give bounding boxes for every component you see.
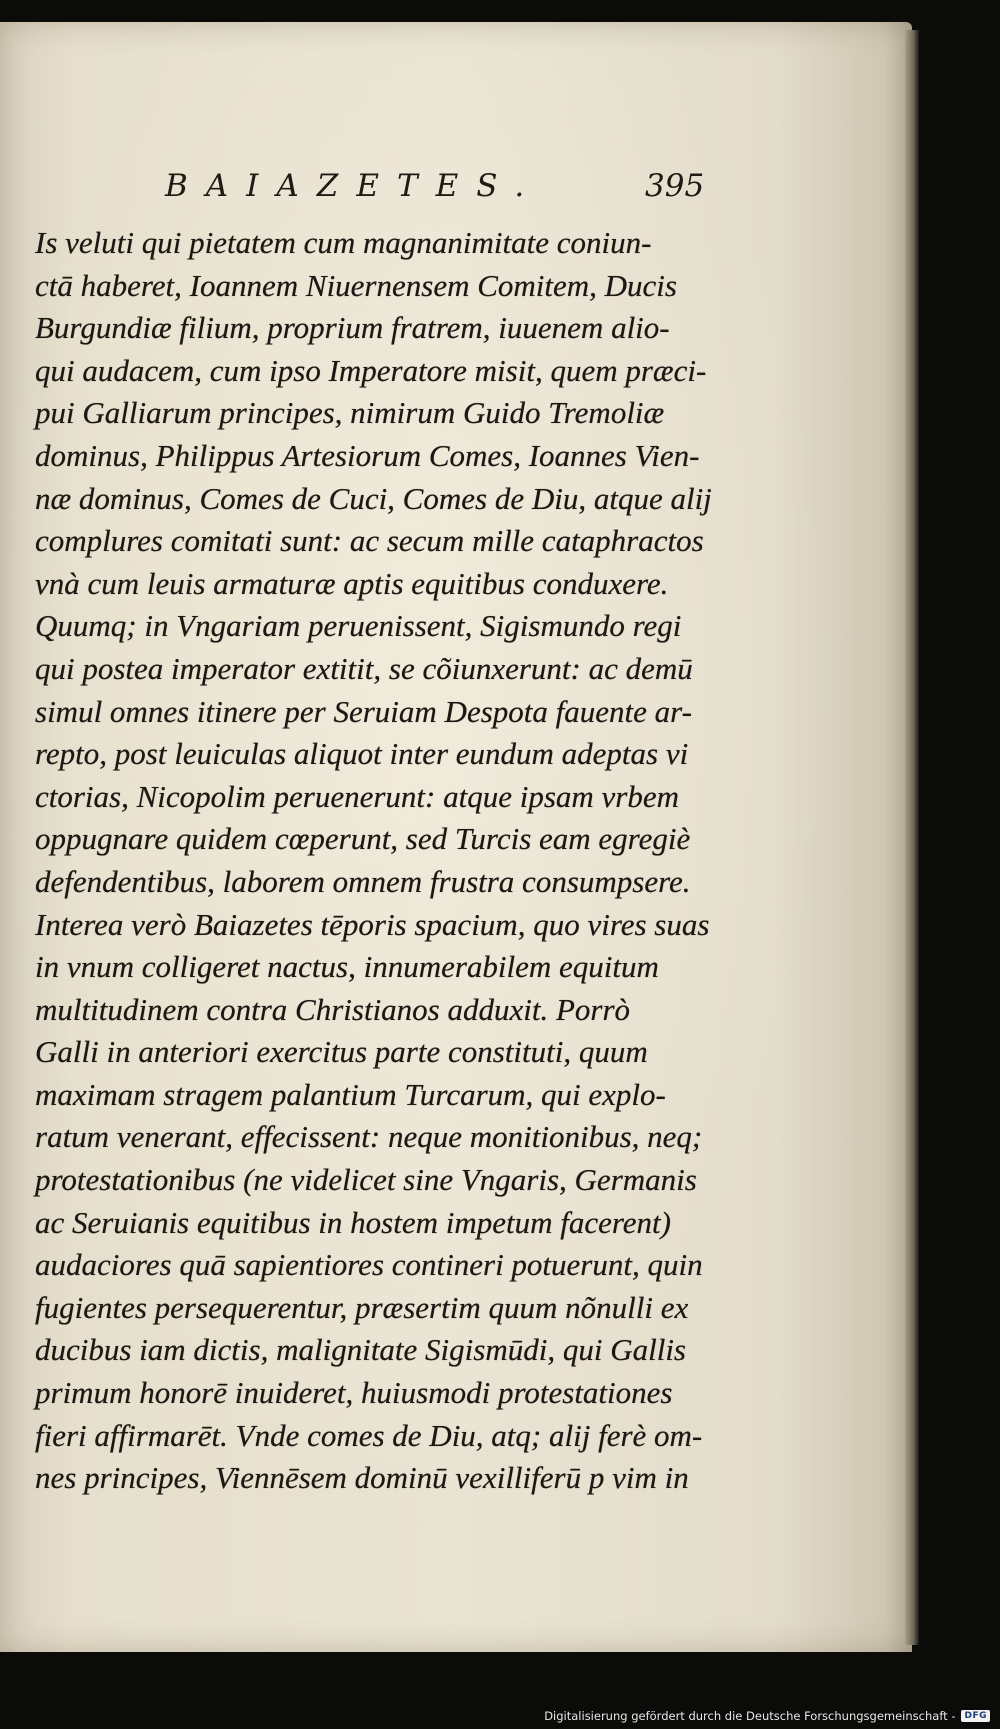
text-line: nes principes, Viennēsem dominū vexilliferū p vim in <box>35 1460 689 1496</box>
text-line: Quumq; in Vngariam peruenissent, Sigismundo regi <box>35 608 682 644</box>
text-line: qui postea imperator extitit, se cõiunxerunt: ac demū <box>35 650 693 686</box>
body-text <box>0 222 720 1500</box>
text-line: Burgundiæ filium, proprium fratrem, iuuenem alio- <box>35 310 670 346</box>
text-line: complures comitati sunt: ac secum mille cataphractos <box>35 523 704 559</box>
text-line: in vnum colligeret nactus, innumerabilem equitum <box>35 949 659 985</box>
running-head: BAIAZETES. <box>165 168 543 204</box>
text-line: ratum venerant, effecissent: neque monitionibus, neq; <box>35 1119 703 1155</box>
text-line: audaciores quā sapientiores contineri potuerunt, quin <box>35 1247 703 1283</box>
text-line: dominus, Philippus Artesiorum Comes, Ioannes Vien- <box>35 437 700 473</box>
digitization-footer <box>544 1709 990 1723</box>
dfg-logo-icon: DFG <box>961 1710 990 1722</box>
text-line: multitudinem contra Christianos adduxit. Porrò <box>35 991 631 1027</box>
text-line: simul omnes itinere per Seruiam Despota fauente ar- <box>35 693 692 729</box>
text-line: ctorias, Nicopolim peruenerunt: atque ipsam vrbem <box>35 778 680 814</box>
text-line: fugientes persequerentur, præsertim quum nõnulli ex <box>35 1289 689 1325</box>
text-line: pui Galliarum principes, nimirum Guido Tremoliæ <box>35 395 665 431</box>
book-page <box>0 22 912 1652</box>
text-line: Galli in anteriori exercitus parte constituti, quum <box>35 1034 648 1070</box>
text-line: ac Seruianis equitibus in hostem impetum facerent) <box>35 1204 671 1240</box>
text-line: primum honorē inuideret, huiusmodi protestationes <box>35 1375 673 1411</box>
text-line: oppugnare quidem cœperunt, sed Turcis eam egregiè <box>35 821 691 857</box>
text-line: Is veluti qui pietatem cum magnanimitate coniun- <box>35 225 652 260</box>
text-line: protestationibus (ne videlicet sine Vngaris, Germanis <box>35 1162 697 1198</box>
text-line: ctā haberet, Ioannem Niuernensem Comitem, Ducis <box>35 267 677 303</box>
text-line: repto, post leuiculas aliquot inter eundum adeptas vi <box>35 736 689 772</box>
text-line: næ dominus, Comes de Cuci, Comes de Diu, atque alij <box>35 480 712 516</box>
text-line: vnà cum leuis armaturæ aptis equitibus conduxere. <box>35 565 669 601</box>
text-line: defendentibus, laborem omnem frustra consumpsere. <box>35 863 691 899</box>
text-line: Interea verò Baiazetes tēporis spacium, quo vires suas <box>35 906 710 942</box>
text-line: ducibus iam dictis, malignitate Sigismūdi, qui Gallis <box>35 1332 686 1368</box>
page-number: 395 <box>645 168 705 204</box>
footer-credit: Digitalisierung gefördert durch die Deutsche Forschungsgemeinschaft - <box>544 1709 956 1723</box>
text-line: qui audacem, cum ipso Imperatore misit, quem præci- <box>35 352 707 388</box>
text-line: fieri affirmarēt. Vnde comes de Diu, atq; alij ferè om- <box>35 1417 703 1453</box>
text-line: maximam stragem palantium Turcarum, qui explo- <box>35 1076 666 1112</box>
page-edge-shadow <box>905 30 919 1645</box>
